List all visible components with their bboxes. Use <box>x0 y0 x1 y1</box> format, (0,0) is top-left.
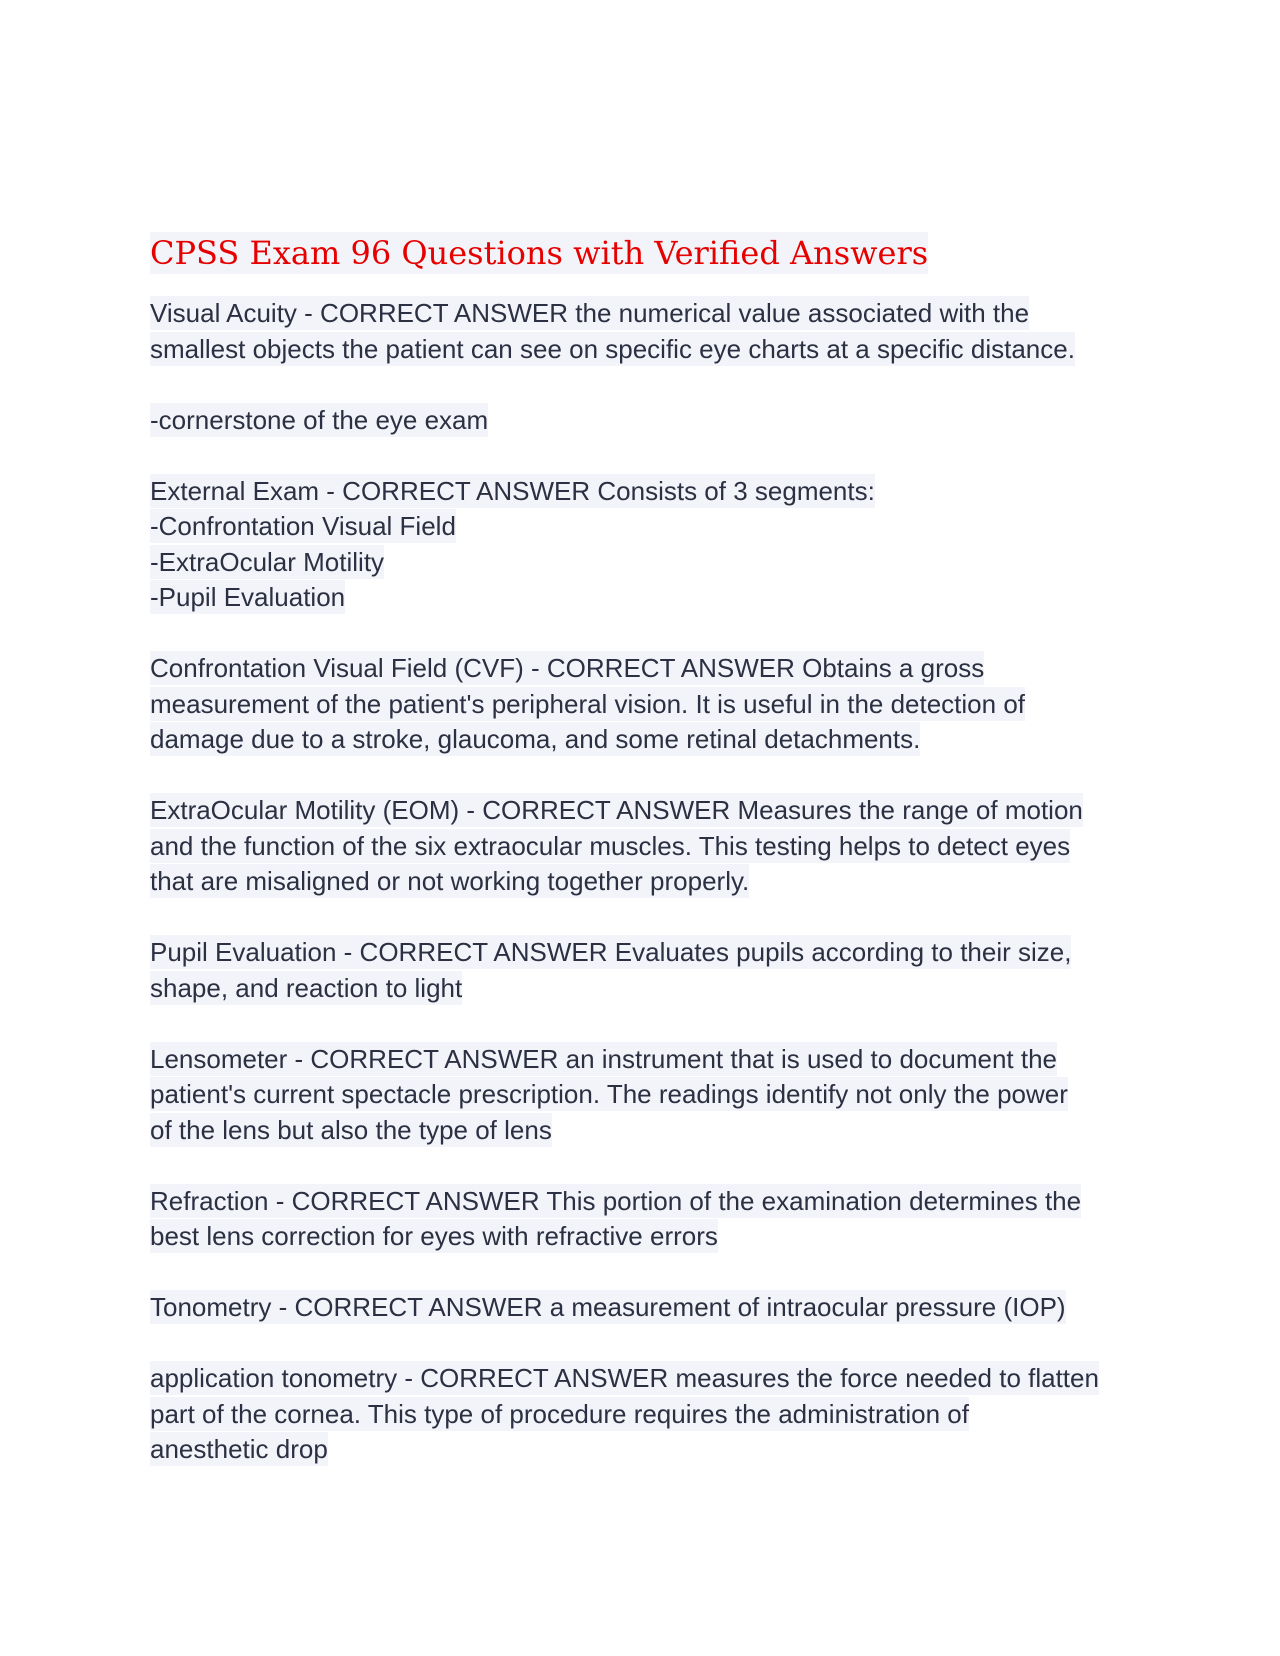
qa-external-exam: External Exam - CORRECT ANSWER Consists of 3 segments: -Confrontation Visual Field -ExtraOcular Motility -Pupil Evaluation <box>150 475 875 612</box>
qa-pupil-evaluation: Pupil Evaluation - CORRECT ANSWER Evaluates pupils according to their size, shape, and reaction to light <box>150 937 1072 1003</box>
document-title-text: CPSS Exam 96 Questions with Verified Answers <box>150 234 929 272</box>
qa-confrontation-visual-field: Confrontation Visual Field (CVF) - CORRECT ANSWER Obtains a gross measurement of the patient's peripheral vision. It is useful in the detection of damage due to a stroke, glaucoma, and some retinal detachments. <box>150 653 1026 754</box>
qa-lensometer: Lensometer - CORRECT ANSWER an instrument that is used to document the patient's current spectacle prescription. The readings identify not only the power of the lens but also the type of lens <box>150 1043 1068 1145</box>
qa-application-tonometry: application tonometry - CORRECT ANSWER measures the force needed to flatten part of the cornea. This type of procedure requires the administration of anesthetic drop <box>150 1363 1099 1464</box>
qa-cornerstone-note: -cornerstone of the eye exam <box>150 404 489 435</box>
document-title <box>150 228 1130 278</box>
document-content <box>150 228 1130 1503</box>
qa-refraction: Refraction - CORRECT ANSWER This portion of the examination determines the best lens correction for eyes with refractive errors <box>150 1185 1082 1251</box>
qa-visual-acuity: Visual Acuity - CORRECT ANSWER the numerical value associated with the smallest objects the patient can see on specific eye charts at a specific distance. <box>150 298 1075 364</box>
qa-extraocular-motility: ExtraOcular Motility (EOM) - CORRECT ANSWER Measures the range of motion and the function of the six extraocular muscles. This testing helps to detect eyes that are misaligned or not working together properly. <box>150 795 1083 896</box>
qa-tonometry: Tonometry - CORRECT ANSWER a measurement of intraocular pressure (IOP) <box>150 1292 1066 1322</box>
